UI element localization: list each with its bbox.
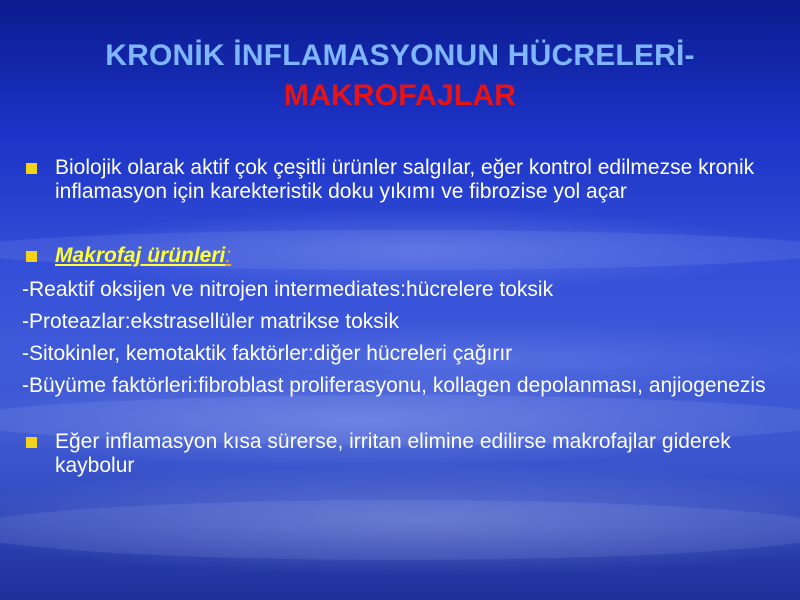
slide-title [0,36,800,116]
bullet-item [22,244,792,268]
section-heading: Makrofaj ürünleri [55,244,226,267]
list-item: -Reaktif oksijen ve nitrojen intermediates:hücrelere toksik [22,278,554,301]
title-line-2: MAKROFAJLAR [283,79,517,112]
bullet-square-icon [26,437,37,448]
background-wave [0,500,800,560]
bullet-text: Eğer inflamasyon kısa sürerse, irritan elimine edilirse makrofajlar giderek kaybolur [55,430,731,477]
section-heading-colon: : [225,244,232,267]
bullet-item [22,430,792,478]
title-line-1: KRONİK İNFLAMASYONUN HÜCRELERİ- [105,39,695,72]
bullet-text: Biolojik olarak aktif çok çeşitli ürünler salgılar, eğer kontrol edilmezse kronik inflamasyon için karekteristik doku yıkımı ve fibrozise yol açar [55,156,755,203]
slide-body [22,156,792,478]
bullet-item [22,156,792,204]
bullet-square-icon [26,163,37,174]
list-item: -Sitokinler, kemotaktik faktörler:diğer hücreleri çağırır [22,342,513,365]
list-item: -Proteazlar:ekstrasellüler matrikse toksik [22,310,399,333]
list-item: -Büyüme faktörleri:fibroblast proliferasyonu, kollagen depolanması, anjiogenezis [22,374,766,397]
bullet-square-icon [26,251,37,262]
